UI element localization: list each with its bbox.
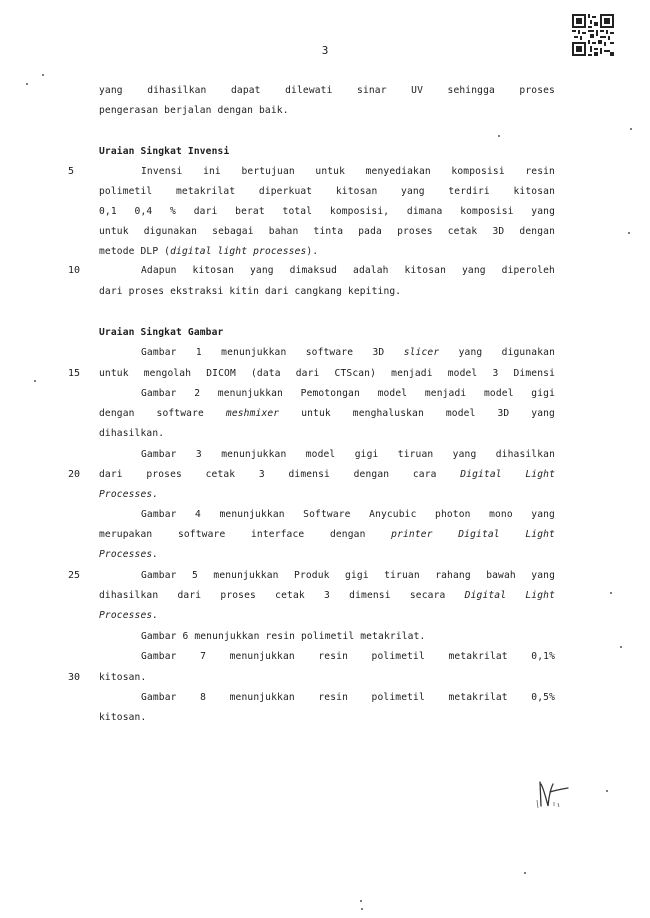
text-line: Invensi ini bertujuan untuk menyediakan komposisi resin xyxy=(141,166,555,177)
scan-speck xyxy=(524,872,526,874)
text-run: ). xyxy=(306,246,319,257)
text-line: Gambar 2 menunjukkan Pemotongan model menjadi model gigi xyxy=(141,388,555,399)
text-line: kitosan. xyxy=(99,712,147,723)
scan-speck xyxy=(606,790,608,792)
line-number: 20 xyxy=(68,469,81,480)
line-number: 15 xyxy=(68,368,81,379)
scan-speck xyxy=(630,128,632,130)
italic-term: Digital Light xyxy=(460,469,555,480)
text-line xyxy=(99,529,555,541)
text-line: untuk mengolah DICOM (data dari CTScan) menjadi model 3 Dimensi xyxy=(99,368,555,379)
text-line: Adapun kitosan yang dimaksud adalah kitosan yang diperoleh xyxy=(141,265,555,276)
italic-term: Digital Light xyxy=(464,590,556,601)
text-line xyxy=(99,590,555,602)
text-line: Gambar 8 menunjukkan resin polimetil metakrilat 0,5% xyxy=(141,692,555,703)
page-number: 3 xyxy=(321,44,329,57)
text-line: yang dihasilkan dapat dilewati sinar UV sehingga proses xyxy=(99,85,555,96)
text-run: metode DLP ( xyxy=(99,246,171,257)
line-number: 25 xyxy=(68,570,81,581)
italic-term: printer Digital Light xyxy=(391,529,555,540)
text-line: 0,1 0,4 % dari berat total komposisi, dimana komposisi yang xyxy=(99,206,555,217)
section-heading: Uraian Singkat Invensi xyxy=(99,146,230,157)
line-number: 5 xyxy=(68,166,75,177)
italic-term: slicer xyxy=(403,347,440,358)
text-run: Gambar 1 menunjukkan software 3D xyxy=(141,347,404,358)
scan-speck xyxy=(498,135,500,137)
text-line: dihasilkan. xyxy=(99,428,165,439)
text-line: Processes. xyxy=(99,549,159,560)
scan-speck xyxy=(26,83,28,85)
text-line: pengerasan berjalan dengan baik. xyxy=(99,105,289,116)
text-line xyxy=(141,347,555,359)
text-line: Gambar 5 menunjukkan Produk gigi tiruan rahang bawah yang xyxy=(141,570,555,581)
text-run: dengan software xyxy=(99,408,226,419)
scan-speck xyxy=(360,900,362,902)
scan-speck xyxy=(620,646,622,648)
text-line: kitosan. xyxy=(99,672,147,683)
text-run: yang digunakan xyxy=(439,347,555,358)
text-line: Gambar 3 menunjukkan model gigi tiruan yang dihasilkan xyxy=(141,449,555,460)
scan-speck xyxy=(34,380,36,382)
text-line xyxy=(99,246,555,258)
text-run: dihasilkan dari proses cetak 3 dimensi secara xyxy=(99,590,465,601)
text-line: Gambar 6 menunjukkan resin polimetil metakrilat. xyxy=(141,631,426,642)
text-line: polimetil metakrilat diperkuat kitosan yang terdiri kitosan xyxy=(99,186,555,197)
text-line xyxy=(99,469,555,481)
scan-speck xyxy=(628,232,630,234)
line-number: 30 xyxy=(68,672,81,683)
section-heading: Uraian Singkat Gambar xyxy=(99,327,224,338)
italic-term: digital light processes xyxy=(170,246,307,257)
text-line: dari proses ekstraksi kitin dari cangkang kepiting. xyxy=(99,286,402,297)
text-run: untuk menghaluskan model 3D yang xyxy=(279,408,555,419)
line-number: 10 xyxy=(68,265,81,276)
scan-speck xyxy=(610,592,612,594)
text-line xyxy=(99,408,555,420)
text-line: Processes. xyxy=(99,489,159,500)
text-run: merupakan software interface dengan xyxy=(99,529,392,540)
text-line: untuk digunakan sebagai bahan tinta pada proses cetak 3D dengan xyxy=(99,226,555,237)
italic-term: meshmixer xyxy=(225,408,280,419)
signature-initials xyxy=(534,776,574,812)
scan-speck xyxy=(42,74,44,76)
text-line: Gambar 4 menunjukkan Software Anycubic photon mono yang xyxy=(141,509,555,520)
text-run: dari proses cetak 3 dimensi dengan cara xyxy=(99,469,461,480)
scan-speck xyxy=(361,908,363,910)
text-line: Gambar 7 menunjukkan resin polimetil metakrilat 0,1% xyxy=(141,651,555,662)
text-line: Processes. xyxy=(99,610,159,621)
